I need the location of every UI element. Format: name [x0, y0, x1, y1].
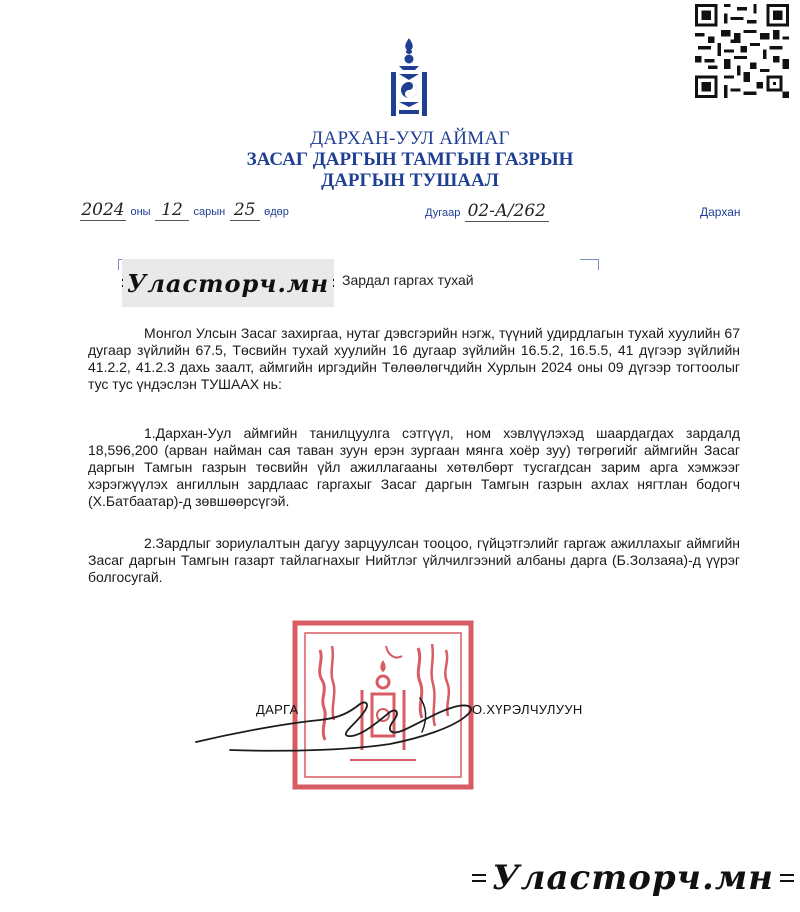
document-number	[425, 201, 585, 222]
handwritten-signature-icon	[190, 690, 520, 760]
organization-region: ДАРХАН-УУЛ АЙМАГ	[310, 128, 510, 149]
date-day: 25	[230, 200, 260, 221]
date-day-label: өдөр	[264, 206, 289, 218]
organization-office: ЗАСАГ ДАРГЫН ТАМГЫН ГАЗРЫН	[246, 149, 574, 170]
soyombo-emblem-icon	[385, 36, 433, 120]
date-month-label: сарын	[193, 206, 226, 218]
body-intro-paragraph: Монгол Улсын Засаг захиргаа, нутаг дэвсгэрийн нэгж, түүний удирдлагын тухай хуулийн 67 дугаар зүйлийн 67.5, Төсвийн тухай хуулийн 16 дугаар зүйлийн 16.5.2, 16.5.5, 41 дүгээр зүйлийн 41.2.2, 41.2.3 дахь заалт, аймгийн иргэдийн Төлөөлөгчдийн Хурлын 2024 оны 09 дүгээр тогтоолыг тус тус үндэслэн ТУШААХ нь:	[88, 325, 740, 392]
qr-code-icon	[695, 4, 789, 98]
date-year: 2024	[81, 200, 125, 220]
date-year-label: оны	[130, 206, 151, 218]
subject-corner-mark-right	[580, 259, 599, 270]
watermark-bottom-wing-left	[472, 874, 486, 882]
document-place: Дархан	[700, 205, 741, 219]
watermark-wing-left	[122, 279, 123, 287]
watermark-bottom-wing-right	[780, 874, 794, 882]
date-month: 12	[155, 200, 189, 221]
watermark-logo-bottom	[472, 848, 794, 908]
document-type-title: ДАРГЫН ТУШААЛ	[321, 170, 499, 191]
watermark-text: Уласторч.мн	[126, 268, 330, 298]
signatory-name: О.ХҮРЭЛЧУЛУУН	[472, 702, 583, 717]
watermark-logo	[122, 259, 334, 307]
watermark-wing-right	[333, 279, 334, 287]
watermark-bottom-text: Уласторч.мн	[492, 858, 774, 898]
signatory-title: ДАРГА	[256, 702, 299, 717]
document-date	[80, 200, 340, 224]
number-label: Дугаар	[425, 207, 461, 219]
number-value: 02-А/262	[465, 201, 549, 222]
body-item-1: 1.Дархан-Уул аймгийн танилцуулга сэтгүүл, ном хэвлүүлэхэд шаардагдах зардалд 18,596,200 (арван найман сая таван зуун ерэн зургаан мянга хоёр зуу) төгрөгийг аймгийн Засаг даргын Тамгын газрын төсвийн үйл ажиллагааны хөтөлбөрт тусгагдсан зарим арга хэмжээг хэрэгжүүлэх ангиллын зардлаас гаргахыг Засаг даргын Тамгын газрын ахлах нягтлан бодогч (Х.Батбаатар)-д зөвшөөрсүгэй.	[88, 425, 740, 509]
body-item-2: 2.Зардлыг зориулалтын дагуу зарцуулсан тооцоо, гүйцэтгэлийг гаргаж ажиллахыг аймгийн Засаг даргын Тамгын газарт тайлагнахыг Нийтлэг үйлчилгээний албаны дарга (Б.Золзаяа)-д үүрэг болгосугай.	[88, 535, 740, 585]
document-subject: Зардал гаргах тухай	[342, 272, 474, 288]
